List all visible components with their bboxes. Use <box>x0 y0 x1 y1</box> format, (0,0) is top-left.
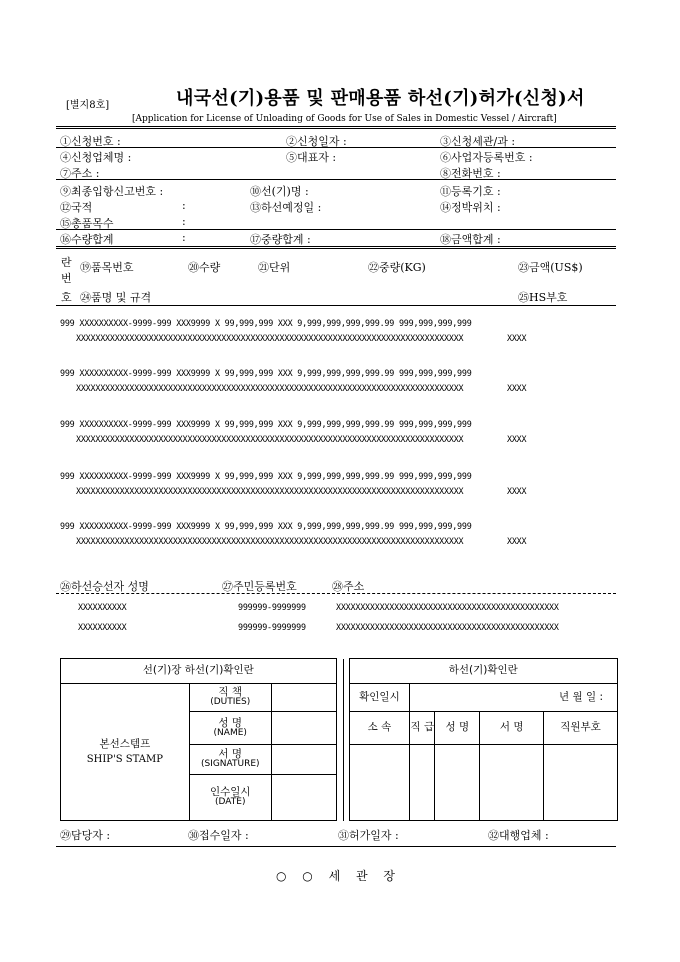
confirm-datetime-label: 확인일시 <box>349 684 410 712</box>
field-total-items: ⑮총품목수 <box>60 217 114 230</box>
field-reg-code: ⑪등록기호 : <box>440 185 501 198</box>
confirm-datetime-value: 년 월 일 : <box>410 684 618 712</box>
col-quantity: ⑳수량 <box>188 261 221 274</box>
item-hs-code: XXXX <box>507 536 527 546</box>
field-total-weight: ⑰중량합계 : <box>250 233 311 246</box>
affiliation-header: 소 속 <box>349 712 410 745</box>
name-label: 성 명 <box>218 716 243 729</box>
col-amount: ㉓금액(US$) <box>518 261 583 274</box>
field-customs-office: ③신청세관/과 : <box>440 135 516 148</box>
field-vessel-name: ⑩선(기)명 : <box>250 185 309 198</box>
item-line: 999 XXXXXXXXXX-9999-999 XXX9999 X 99,999,999 XXX 9,999,999,999,999.99 999,999,999,999 <box>60 419 472 429</box>
item-line: 999 XXXXXXXXXX-9999-999 XXX9999 X 99,999,999 XXX 9,999,999,999,999.99 999,999,999,999 <box>60 368 472 378</box>
approver-rrn: 999999-9999999 <box>238 622 306 632</box>
confirmation-table <box>60 658 618 821</box>
field-address: ⑦주소 : <box>60 167 100 180</box>
field-receipt-date: ㉚접수일자 : <box>188 829 249 842</box>
col-hs-code: ㉕HS부호 <box>518 291 568 304</box>
item-hs-code: XXXX <box>507 486 527 496</box>
signature-value[interactable] <box>271 745 336 775</box>
field-representative: ⑤대표자 : <box>286 151 337 164</box>
duties-label-en: (DUTIES) <box>210 697 251 708</box>
staff-code-header: 직원부호 <box>544 712 618 745</box>
affiliation-value[interactable] <box>349 745 410 821</box>
field-officer-in-charge: ㉙담당자 : <box>60 829 111 842</box>
item-description: XXXXXXXXXXXXXXXXXXXXXXXXXXXXXXXXXXXXXXXXXXXXXXXXXXXXXXXXXXXXXXXXXXXXXXXXXXXXXXXX <box>76 434 464 444</box>
col-weight: ㉒중량(KG) <box>368 261 426 274</box>
field-phone: ⑧전화번호 : <box>440 167 501 180</box>
field-total-items-colon: : <box>182 215 186 228</box>
approver-rrn: 999999-9999999 <box>238 602 306 612</box>
item-line: 999 XXXXXXXXXX-9999-999 XXX9999 X 99,999,999 XXX 9,999,999,999,999.99 999,999,999,999 <box>60 521 472 531</box>
item-line: 999 XXXXXXXXXX-9999-999 XXX9999 X 99,999,999 XXX 9,999,999,999,999.99 999,999,999,999 <box>60 318 472 328</box>
form-number: [별지8호] <box>66 100 110 111</box>
item-hs-code: XXXX <box>507 333 527 343</box>
captain-confirm-title: 선(기)장 하선(기)확인란 <box>61 659 337 684</box>
signature-label: 서 명 <box>218 748 243 761</box>
col-ran: 란 <box>61 256 72 269</box>
col-rrn: ㉗주민등록번호 <box>222 580 297 593</box>
approver-address: XXXXXXXXXXXXXXXXXXXXXXXXXXXXXXXXXXXXXXXXXXXXXX <box>336 602 559 612</box>
col-approver-name: ㉖하선승선자 성명 <box>60 580 149 593</box>
receipt-date-label: 인수일시 <box>209 786 251 799</box>
item-description: XXXXXXXXXXXXXXXXXXXXXXXXXXXXXXXXXXXXXXXXXXXXXXXXXXXXXXXXXXXXXXXXXXXXXXXXXXXXXXXX <box>76 486 464 496</box>
approver-address: XXXXXXXXXXXXXXXXXXXXXXXXXXXXXXXXXXXXXXXXXXXXXX <box>336 622 559 632</box>
item-description: XXXXXXXXXXXXXXXXXXXXXXXXXXXXXXXXXXXXXXXXXXXXXXXXXXXXXXXXXXXXXXXXXXXXXXXXXXXXXXXX <box>76 333 464 343</box>
unload-confirm-title: 하선(기)확인란 <box>349 659 618 684</box>
approver-name: XXXXXXXXXX <box>78 622 127 632</box>
ship-stamp-label-en: SHIP'S STAMP <box>86 754 163 766</box>
name-label-en: (NAME) <box>213 727 247 738</box>
signature-label-en: (SIGNATURE) <box>200 759 260 770</box>
col-beon: 번 <box>61 272 72 285</box>
col-ho: 호 <box>61 291 72 304</box>
name-value[interactable] <box>271 712 336 745</box>
col-item-no: ⑲품목번호 <box>80 261 134 274</box>
field-application-no: ①신청번호 : <box>60 135 121 148</box>
receipt-date-value[interactable] <box>271 775 336 821</box>
customs-chief-signature-line: ○ ○ 세 관 장 <box>276 869 401 883</box>
duties-label: 직 책 <box>218 686 243 699</box>
col-description: ㉔품명 및 규격 <box>80 291 152 304</box>
field-total-qty: ⑯수량합계 <box>60 233 114 246</box>
rank-value[interactable] <box>410 745 435 821</box>
officer-signature-header: 서 명 <box>480 712 544 745</box>
page-title: 내국선(기)용품 및 판매용품 하선(기)허가(신청)서 <box>176 88 585 109</box>
officer-name-value[interactable] <box>435 745 480 821</box>
field-entry-report-no: ⑨최종입항신고번호 : <box>60 185 164 198</box>
col-unit: ㉑단위 <box>258 261 291 274</box>
item-hs-code: XXXX <box>507 383 527 393</box>
field-company-name: ④신청업체명 : <box>60 151 132 164</box>
field-application-date: ②신청일자 : <box>286 135 347 148</box>
field-berth: ⑭정박위치 : <box>440 201 501 214</box>
field-total-qty-colon: : <box>182 231 186 244</box>
staff-code-value[interactable] <box>544 745 618 821</box>
rank-header: 직 급 <box>410 712 435 745</box>
field-agency: ㉜대행업체 : <box>488 829 549 842</box>
officer-signature-value[interactable] <box>480 745 544 821</box>
col-address: ㉘주소 <box>332 580 365 593</box>
field-permit-date: ㉛허가일자 : <box>338 829 399 842</box>
item-hs-code: XXXX <box>507 434 527 444</box>
duties-value[interactable] <box>271 684 336 712</box>
field-nationality: ⑫국적 <box>60 201 93 214</box>
field-business-reg-no: ⑥사업자등록번호 : <box>440 151 533 164</box>
ship-stamp-label: 본선스템프 <box>99 737 151 750</box>
page-subtitle: [Application for License of Unloading of Goods for Use of Sales in Domestic Vessel / Aircraft] <box>132 114 557 124</box>
field-unload-date: ⑬하선예정일 : <box>250 201 322 214</box>
approver-name: XXXXXXXXXX <box>78 602 127 612</box>
item-description: XXXXXXXXXXXXXXXXXXXXXXXXXXXXXXXXXXXXXXXXXXXXXXXXXXXXXXXXXXXXXXXXXXXXXXXXXXXXXXXX <box>76 383 464 393</box>
field-nationality-colon: : <box>182 199 186 212</box>
field-total-amount: ⑱금액합계 : <box>440 233 501 246</box>
receipt-date-label-en: (DATE) <box>215 797 246 808</box>
officer-name-header: 성 명 <box>435 712 480 745</box>
item-line: 999 XXXXXXXXXX-9999-999 XXX9999 X 99,999,999 XXX 9,999,999,999,999.99 999,999,999,999 <box>60 471 472 481</box>
item-description: XXXXXXXXXXXXXXXXXXXXXXXXXXXXXXXXXXXXXXXXXXXXXXXXXXXXXXXXXXXXXXXXXXXXXXXXXXXXXXXX <box>76 536 464 546</box>
